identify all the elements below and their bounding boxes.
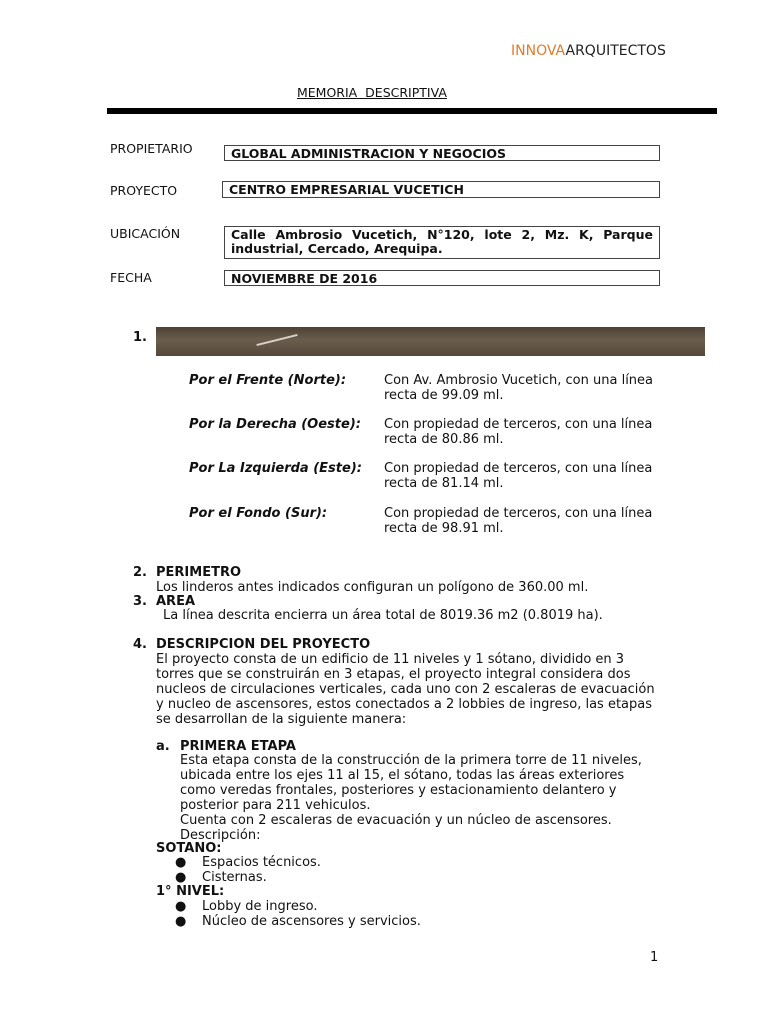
etapa-line: Esta etapa consta de la construcción de la primera torre de 11 niveles, (180, 753, 642, 768)
bullet-icon: ● (175, 914, 187, 929)
descripcion-line: se desarrollan de la siguiente manera: (156, 712, 407, 727)
nivel1-list (175, 899, 421, 929)
etapa-heading: PRIMERA ETAPA (180, 739, 296, 754)
descripcion-heading: DESCRIPCION DEL PROYECTO (156, 637, 371, 652)
area-text: La línea descrita encierra un área total de 8019.36 m2 (0.8019 ha). (163, 608, 603, 623)
field-label-ubicacion: UBICACIÓN (110, 226, 181, 241)
lindero-text-frente: Con Av. Ambrosio Vucetich, con una línea recta de 99.09 ml. (384, 373, 654, 403)
brand-logo (511, 43, 666, 59)
list-item-text: Lobby de ingreso. (202, 899, 318, 914)
etapa-line: Descripción: (180, 828, 261, 843)
field-label-propietario: PROPIETARIO (110, 141, 193, 156)
lindero-label-izquierda: Por La Izquierda (Este): (189, 461, 362, 476)
sotano-heading: SOTANO: (156, 841, 222, 856)
bullet-icon: ● (175, 899, 187, 914)
list-item-text: Espacios técnicos. (202, 855, 321, 870)
descripcion-body (156, 652, 655, 727)
field-label-fecha: FECHA (110, 270, 152, 285)
lindero-label-frente: Por el Frente (Norte): (189, 373, 347, 388)
descripcion-line: El proyecto consta de un edificio de 11 niveles y 1 sótano, dividido en 3 (156, 652, 625, 667)
list-item-text: Cisternas. (202, 870, 267, 885)
site-photo-strip (156, 327, 705, 356)
field-value-fecha: NOVIEMBRE DE 2016 (224, 270, 660, 286)
lindero-text-derecha: Con propiedad de terceros, con una línea recta de 80.86 ml. (384, 417, 653, 447)
etapa-line: Cuenta con 2 escaleras de evacuación y un núcleo de ascensores. (180, 813, 612, 828)
section-1-number: 1. (133, 330, 147, 345)
field-label-proyecto: PROYECTO (110, 183, 178, 198)
list-item (175, 870, 321, 885)
photo-highlight-streak (256, 334, 297, 346)
etapa-line: ubicada entre los ejes 11 al 15, el sótano, todas las áreas exteriores (180, 768, 625, 783)
brand-rest: ARQUITECTOS (565, 43, 666, 59)
etapa-body (180, 753, 642, 843)
page-number: 1 (650, 950, 659, 965)
lindero-text-fondo: Con propiedad de terceros, con una línea recta de 98.91 ml. (384, 506, 653, 536)
etapa-line: como veredas frontales, posteriores y estacionamiento delantero y (180, 783, 617, 798)
nivel1-heading: 1° NIVEL: (156, 884, 225, 899)
list-item (175, 855, 321, 870)
etapa-line: posterior para 211 vehiculos. (180, 798, 371, 813)
field-value-proyecto: CENTRO EMPRESARIAL VUCETICH (222, 181, 660, 198)
list-item (175, 899, 421, 914)
section-4-number: 4. (133, 637, 147, 652)
descripcion-line: nucleos de circulaciones verticales, cada uno con 2 escaleras de evacuación (156, 682, 655, 697)
brand-accent: INNOVA (511, 43, 566, 59)
field-value-propietario: GLOBAL ADMINISTRACION Y NEGOCIOS (224, 145, 660, 161)
section-3-number: 3. (133, 594, 147, 609)
descripcion-line: torres que se construirán en 3 etapas, el proyecto integral considera dos (156, 667, 631, 682)
lindero-label-derecha: Por la Derecha (Oeste): (189, 417, 361, 432)
bullet-icon: ● (175, 855, 187, 870)
perimetro-heading: PERIMETRO (156, 565, 242, 580)
page-title: MEMORIA DESCRIPTIVA (297, 85, 447, 100)
lindero-text-izquierda: Con propiedad de terceros, con una línea recta de 81.14 ml. (384, 461, 653, 491)
section-2-number: 2. (133, 565, 147, 580)
bullet-icon: ● (175, 870, 187, 885)
perimetro-text: Los linderos antes indicados configuran un polígono de 360.00 ml. (156, 580, 589, 595)
area-heading: AREA (156, 594, 196, 609)
lindero-label-fondo: Por el Fondo (Sur): (189, 506, 328, 521)
list-item-text: Núcleo de ascensores y servicios. (202, 914, 421, 929)
etapa-letter: a. (156, 739, 170, 754)
field-value-ubicacion: Calle Ambrosio Vucetich, N°120, lote 2, Mz. K, Parque industrial, Cercado, Arequipa. (224, 226, 660, 259)
title-divider (107, 108, 717, 114)
sotano-list (175, 855, 321, 885)
descripcion-line: y nucleo de ascensores, estos conectados a 2 lobbies de ingreso, las etapas (156, 697, 653, 712)
list-item (175, 914, 421, 929)
